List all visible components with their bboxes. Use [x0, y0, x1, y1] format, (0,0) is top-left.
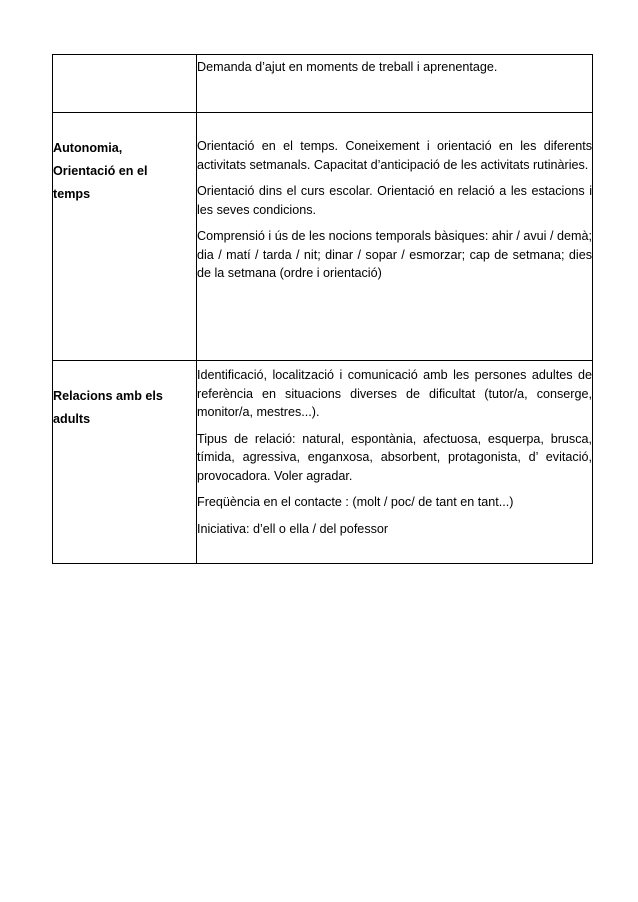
- row-heading-line: temps: [53, 187, 91, 201]
- row-content-cell: [197, 361, 593, 564]
- row-content-cell: [197, 113, 593, 361]
- row-heading-cell: [53, 113, 197, 361]
- table-row: [53, 113, 593, 361]
- row-heading-line: Autonomia,: [53, 141, 123, 155]
- document-table: [52, 54, 593, 564]
- table-row: [53, 361, 593, 564]
- row-heading-line: adults: [53, 412, 91, 426]
- paragraph: Orientació en el temps. Coneixement i orientació en les diferents activitats setmanals. Capacitat d’anticipació de les activitats rutinàries.: [197, 139, 592, 172]
- row-heading-cell: [53, 55, 197, 113]
- paragraph: Identificació, localització i comunicació amb les persones adultes de referència en situacions diverses de dificultat (tutor/a, conserge, monitor/a, mestres...).: [197, 368, 592, 419]
- paragraph: Comprensió i ús de les nocions temporals bàsiques: ahir / avui / demà; dia / matí / tarda / nit; dinar / sopar / esmorzar; cap de setmana; dies de la setmana (ordre i orientació): [197, 229, 592, 280]
- row-heading-line: Orientació en el: [53, 164, 148, 178]
- row-heading-cell: [53, 361, 197, 564]
- paragraph: Iniciativa: d’ell o ella / del pofessor: [197, 521, 389, 536]
- paragraph: Tipus de relació: natural, espontània, afectuosa, esquerpa, brusca, tímida, agressiva, enganxosa, absorbent, protagonista, d’ evitació, provocadora. Voler agradar.: [197, 431, 592, 483]
- paragraph: Freqüència en el contacte : (molt / poc/ de tant en tant...): [197, 495, 514, 509]
- row-heading-line: Relacions amb els: [53, 389, 163, 403]
- paragraph: Orientació dins el curs escolar. Orientació en relació a les estacions i les seves condicions.: [197, 184, 592, 217]
- paragraph: Demanda d’ajut en moments de treball i aprenentage.: [197, 60, 498, 74]
- row-content-cell: [197, 55, 593, 113]
- table-row: [53, 55, 593, 113]
